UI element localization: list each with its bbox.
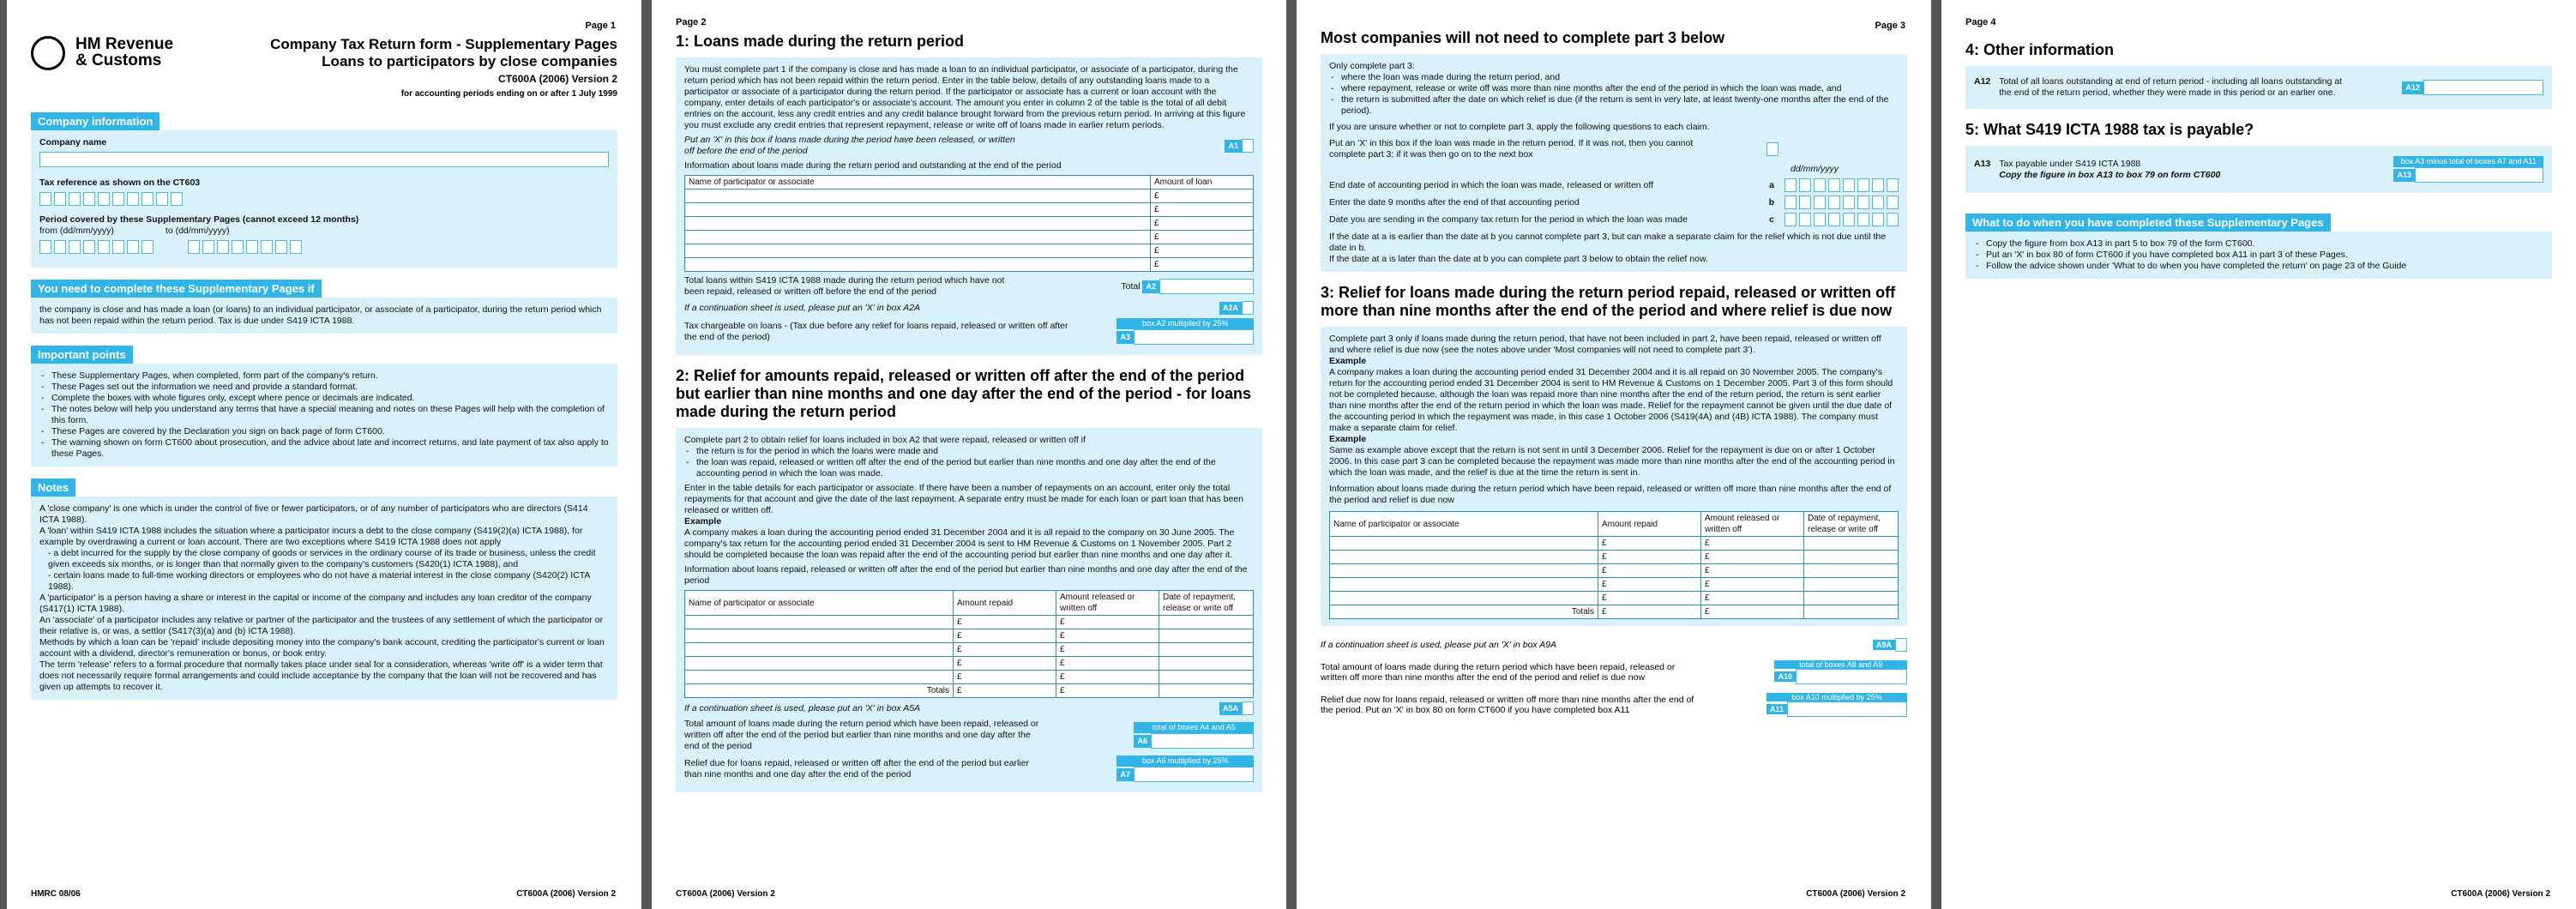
part2-item: - the return is for the period in which the loans were made and — [684, 446, 1254, 457]
what-next-heading: What to do when you have completed these Supplementary Pages — [1965, 214, 2331, 232]
part1-intro: You must complete part 1 if the company is close and has made a loan to an individual participator, or associate of a participator, during the return period which has not been repaid within the return period. Enter in the table below, details of any outstanding loans made to a participator or associate of a participator during the return period. If the participator or associate has a current or loan account with the company, enter details of each participator's or associate's account. The amount you enter in column 2 of the table is the total of all debit entries on the account, less any credit entries and any credit balance brought forward from the previous return period. In arriving at this figure you must exclude any credit entries that represent repayment, release or write off of loans made in earlier return periods. — [684, 64, 1246, 130]
a11-label: Relief due now for loans repaid, released or written off more than nine months after the end of the period. Put an 'X' in box 80 on form CT600 if you have completed box A11 — [1321, 695, 1694, 715]
need-text: the company is close and has made a loan (or loans) to an individual participator, or associate of a participator, during the return period which has not been repaid within the return period. Tax is due under S419 ICTA 1988. — [31, 298, 617, 334]
page-2: Page 2 1: Loans made during the return period You must complete part 1 if the company is close and has made a loan to an individual participator, or associate of a participator, during the return period which has not been repaid within the return period. Enter in the table below, details of any outstanding loans made to a participator or associate of a participator during the return period. If the participator or associate has a current or loan account with the company, enter details of each participator's or associate's account. The amount you enter in column 2 of the table is the total of all debit entries on the account, less any credit entries and any credit balance brought forward from the previous return period. In arriving at this figure you must exclude any credit entries that represent repayment, release or write off of loans made in earlier return periods. Put an 'X' in this box if loans made during the period have been released, or written off before the end of the period A1 Information about loans made during the return period and outstanding at the end of the period Name of participator or associate Amount of loan £ £ £ £ £ £ Total loans within S419 ICTA 1988 made during the return period which have not been repaid, released or written off before the end of the period Total A2 If a continuation sheet is used, please put an 'X' in box A2A A2A Tax chargeable on loans - (Tax due before any relief for loans repaid, released or written off after the end of the period) box A2 multiplied by 25% A3 2: Relief for amounts repaid, released or written off after the end of the period but earlier than nine months and one day after the end of the period - for loans made during the return period Complete part 2 to obtain relief for loans included in box A2 that were repaid, released or written off if - the return is for the period in which the loans were made and - the loan was repaid, released or written off after the end of the period but earlier than nine months and one day after the end of the accounting period in which the loan was made. Enter in the table details for each participator or associate. If there have been a number of repayments on an account, enter only the total repayments for that account and give the date of the last repayment. A separate entry must be made for each loan or part loan that has been released or written off. Example A company makes a loan during the accounting period ended 31 December 2004 and it is all repaid to the company on 30 June 2005. The company's tax return for the accounting period ended 31 December 2004 is sent to HM Revenue & Customs on 1 November 2005. Part 2 should be completed because the loan was repaid after the end of the accounting period but earlier than nine months and one day after it. Information about loans repaid, released or written off after the end of the period but earlier than nine months and one day after the end of the period Name of participator or associate Amount repaid Amount released or written off Date of repayment, release or write off £ £ £ £ £ £ £ £ £ £ Totals £ £ If a continuation sheet is used, please put an 'X' in box A5A A5A Total amount of loans made during the return period which have been repaid, released or written off after the end of the period but earlier than nine months and one day after the end of the period total of boxes A4 and A5 A6 Relief due for loans repaid, released or written off after the end of the period but earlier than nine months and one day after the end of the period box A6 multiplied by 25% A7 CT600A (2006) Version 2 — [652, 0, 1286, 909]
a12-label: Total of all loans outstanding at end of return period - including all loans outstanding at the end of the return period, whether they were made in this period or an earlier one. — [1999, 76, 2343, 98]
if-b-text: If the date at a is later than the date at b you can complete part 3 below to obtain the relief now. — [1329, 254, 1708, 264]
from-label: from (dd/mm/yyyy) — [39, 226, 114, 236]
part3-intro-heading: Most companies will not need to complete part 3 below — [1321, 29, 1725, 46]
note-item: A 'close company' is one which is under the control of five or fewer participators, or of any number of participators who are directors (S414 ICTA 1988). — [39, 503, 588, 525]
page-4: Page 4 4: Other information A12 Total of all loans outstanding at end of return period - including all loans outstanding at the end of the return period, whether they were made in this period or an earlier one. A12 5: What S419 ICTA 1988 tax is payable? A13 Tax payable under S419 ICTA 1988 Copy the figure in box A13 to box 79 on form CT600 box A3 minus total of boxes A7 and A11 A13 What to do when you have completed these Supplementary Pages - Copy the figure from box A13 in part 5 to box 79 of the form CT600. - Put an 'X' in box 80 of form CT600 if you have completed box A11 in part 3 of these Pages. - Follow the advice shown under 'What to do when you have completed the return' on page 23 of the Guide CT600A (2006) Version 2 — [1941, 0, 2576, 909]
a2a-label: If a continuation sheet is used, please put an 'X' in box A2A — [684, 302, 921, 313]
a2-label: Information about loans made during the return period and outstanding at the end of the period — [684, 160, 1062, 171]
form-period-note: for accounting periods ending on or after 1 July 1999 — [400, 89, 617, 99]
a2a-checkbox[interactable] — [1242, 301, 1254, 315]
only-item: - where the loan was made during the return period, and — [1329, 72, 1899, 83]
important-item: - The notes below will help you understand any terms that have a special meaning and notes on these Pages will help with the completion of this form. — [39, 404, 609, 426]
footer: CT600A (2006) Version 2 — [1806, 889, 1905, 899]
note-item: An 'associate' of a participator includes any relative or partner of the participator and the trustees of any settlement of which the participator or their relative is, or was, a settlor (S417(3)(a) and (b) ICTA 1988). — [39, 615, 604, 636]
note-item: - certain loans made to full-time working directors or employees who do not have a material interest in the close company (S420(2) ICTA 1988). — [48, 570, 590, 592]
what-next-item: - Put an 'X' in box 80 of form CT600 if you have completed box A11 in part 3 of these Pages. — [1974, 250, 2543, 261]
example-1: A company makes a loan during the accounting period ended 31 December 2004 and it is all repaid on 30 November 2005. The company's return for the accounting period ended 31 December 2004 is sent to HM Revenue & Customs on 1 December 2005. Part 3 of this form should not be completed because, although the loan was repaid more than nine months after the end of the return period, the return is sent earlier than nine months after the end of the return period in which the loan was made. Relief for the repayment cannot be given until the due date of the accounting period in which the repayment was made, in this case 1 October 2006 (S419(4A) and (4B) ICTA 1988). The company must make a separate claim for relief. — [1329, 367, 1893, 433]
part2-intro: Complete part 2 to obtain relief for loans included in box A2 that were repaid, released or written off if — [684, 435, 1086, 445]
a10-label: Total amount of loans made during the return period which have been repaid, released or written off more than nine months after the end of the period and relief is due now — [1321, 662, 1676, 683]
only-item: - the return is submitted after the date on which relief is due (if the return is sent in very late, at least twenty-one months after the end of the period). — [1329, 94, 1899, 117]
if-a-text: If the date at a is earlier than the date at b you cannot complete part 3, but can make a separate claim for the relief which is not due until the date in b. — [1329, 232, 1887, 253]
footer-left: HMRC 08/06 — [31, 889, 81, 899]
a8-label: Information about loans made during the return period which have been repaid, released or written off more than nine months after the end of the period and relief is due now — [1329, 484, 1892, 505]
part3-table: Name of participator or associate Amount repaid Amount released or written off Date of repayment, release or write off £ £ £ £ £ £ £ £ £ £ Totals £ £ — [1329, 511, 1899, 619]
qb-label: Enter the date 9 months after the end of that accounting period — [1329, 196, 1580, 208]
need-heading: You need to complete these Supplementary Pages if — [31, 280, 322, 298]
form-title: Company Tax Return form - Supplementary Pages — [270, 36, 617, 52]
a13-input[interactable] — [2415, 167, 2543, 183]
important-item: - These Pages are covered by the Declaration you sign on back page of form CT600. — [39, 426, 609, 437]
form-subtitle: Loans to participators by close companies — [322, 53, 617, 69]
a7-label: Relief due for loans repaid, released or written off after the end of the period but earlier than nine months and one day after the end of the period — [684, 757, 1029, 780]
page-1 — [7, 0, 641, 909]
part2-item: - the loan was repaid, released or written off after the end of the period but earlier than nine months and one day after the end of the accounting period in which the loan was made. — [684, 457, 1254, 479]
a1-checkbox[interactable] — [1242, 139, 1254, 153]
period-label: Period covered by these Supplementary Pages (cannot exceed 12 months) — [39, 214, 359, 225]
only-label: Only complete part 3: — [1329, 61, 1415, 71]
what-next-item: - Follow the advice shown under 'What to do when you have completed the return' on page 23 of the Guide — [1974, 261, 2543, 272]
important-heading: Important points — [31, 346, 133, 364]
a3-input[interactable] — [1134, 329, 1254, 345]
company-name-input[interactable] — [39, 152, 609, 167]
part4-heading: 4: Other information — [1965, 41, 2115, 58]
note-item: - a debt incurred for the supply by the close company of goods or services in the ordinary course of its trade or business, unless the credit given exceeds six months, or is longer than that normally given to the company's customers (S420(1) ICTA 1988), and — [48, 548, 596, 569]
a3-label: Tax chargeable on loans - (Tax due before any relief for loans repaid, released or written off after the end of the period) — [684, 320, 1068, 342]
page-number: Page 2 — [676, 17, 707, 27]
a2-input[interactable] — [1159, 279, 1254, 294]
important-item: - Complete the boxes with whole figures only, except where pence or decimals are indicated. — [39, 393, 609, 404]
a6-label: Total amount of loans made during the return period which have been repaid, released or written off after the end of the period but earlier than nine months and one day after the end of the period — [684, 719, 1039, 751]
page-number: Page 3 — [1875, 21, 1905, 31]
repaid-table: Name of participator or associate Amount repaid Amount released or written off Date of repayment, release or write off £ £ £ £ £ £ £ £ £ £ Totals £ £ — [684, 590, 1254, 698]
page-number: Page 1 — [585, 21, 616, 31]
date-b-input[interactable] — [1785, 196, 1899, 209]
a11-input[interactable] — [1787, 701, 1907, 717]
a12-input[interactable] — [2423, 80, 2543, 95]
what-next-item: - Copy the figure from box A13 in part 5 to box 79 of the form CT600. — [1974, 238, 2543, 250]
to-date-input[interactable] — [188, 240, 302, 254]
to-label: to (dd/mm/yyyy) — [165, 226, 230, 236]
example-label: Example — [684, 516, 722, 527]
a13-label: Tax payable under S419 ICTA 1988 — [1999, 158, 2141, 169]
a9a-label: If a continuation sheet is used, please put an 'X' in box A9A — [1321, 640, 1557, 650]
qa-label: End date of accounting period in which the loan was made, released or written off — [1329, 179, 1654, 190]
tax-ref-label: Tax reference as shown on the CT603 — [39, 178, 201, 188]
part3-text: Complete part 3 only if loans made during the return period, that have not been included in part 2, have been repaid, released or written off and where relief is due now (see the notes above under 'Most companies will not need to complete part 3'). — [1329, 334, 1881, 355]
note-item: A 'participator' is a person having a share or interest in the capital or income of the company and includes any loan creditor of the company (S417(1) ICTA 1988). — [39, 593, 592, 614]
example-2: Same as example above except that the return is not sent in until 3 December 2006. Relief for the repayment is due on or after 1 October 2006. In this case part 3 can be completed because the repayment was made more than nine months after the end of the accounting period in which the loan was made, and the relief is due at the time the return is sent in. — [1329, 445, 1895, 478]
date-a-input[interactable] — [1785, 178, 1899, 192]
part3-heading: 3: Relief for loans made during the return period repaid, released or written off more than nine months after the end of the period and where relief is due now — [1321, 284, 1896, 319]
a1-label: Put an 'X' in this box if loans made during the period have been released, or written off before the end of the period — [684, 135, 1015, 156]
date-c-input[interactable] — [1785, 213, 1899, 226]
footer: CT600A (2006) Version 2 — [2451, 889, 2550, 899]
example-text: A company makes a loan during the accounting period ended 31 December 2004 and it is all repaid to the company on 30 June 2005. The company's tax return for the accounting period ended 31 December 2004 is sent to HM Revenue & Customs on 1 November 2005. Part 2 should be completed because the loan was repaid after the end of the accounting period but earlier than nine months and one day after it. — [684, 527, 1235, 560]
a9a-checkbox[interactable] — [1895, 638, 1907, 652]
a4-label: Information about loans repaid, released or written off after the end of the period but earlier than nine months and one day after the end of the period — [684, 564, 1248, 586]
a5a-checkbox[interactable] — [1242, 701, 1254, 715]
qc-label: Date you are sending in the company tax return for the period in which the loan was made — [1329, 214, 1688, 225]
part2-heading: 2: Relief for amounts repaid, released or written off after the end of the period but earlier than nine months and one day after the end of the period - for loans made during the return period — [676, 367, 1252, 420]
example-label: Example — [1329, 434, 1367, 444]
tax-ref-input[interactable] — [39, 192, 609, 206]
loans-table: Name of participator or associate Amount of loan £ £ £ £ £ £ — [684, 175, 1254, 272]
footer: CT600A (2006) Version 2 — [676, 889, 775, 899]
crown-logo-icon — [31, 36, 65, 70]
note-item: A 'loan' within S419 ICTA 1988 includes the situation where a participator incurs a debt to the close company (S419(2)(a) ICTA 1988), for example by overdrawing a current or loan account. There are two exceptions where S419 ICTA 1988 does not apply — [39, 526, 583, 547]
important-item: - The warning shown on form CT600 about prosecution, and the advice about late and incorrect returns, and late payment of tax also apply to these Pages. — [39, 437, 609, 460]
a6-input[interactable] — [1151, 733, 1254, 749]
total-loans-label: Total loans within S419 ICTA 1988 made during the return period which have not been repaid, released or written off before the end of the period — [684, 275, 1005, 297]
only-item: - where repayment, release or write off was more than nine months after the end of the period in which the loan was made, and — [1329, 83, 1899, 94]
company-info-heading: Company information — [31, 112, 159, 130]
note-item: The term 'release' refers to a formal procedure that normally takes place under seal for a consideration, whereas 'write off' is a wider term that does not necessarily require formal arrangements and could include acceptance by the company that the loan will not be recovered and has given up attempts to recover it. — [39, 659, 603, 692]
part3-checkbox[interactable] — [1766, 142, 1779, 156]
note-item: Methods by which a loan can be 'repaid' include depositing money into the company's bank account, crediting the participator's current or loan account with a dividend, director's remuneration or bonus, or book entry. — [39, 637, 605, 659]
notes-heading: Notes — [31, 479, 75, 497]
form-version: CT600A (2006) Version 2 — [498, 73, 617, 85]
putx-label: Put an 'X' in this box if the loan was made in the return period. If it was not, then you cannot complete part 3; if it was then go on to the next box — [1329, 138, 1694, 160]
important-item: - These Supplementary Pages, when completed, form part of the company's return. — [39, 370, 609, 382]
hmrc-logo-text: HM Revenue & Customs — [75, 35, 174, 69]
a5a-label: If a continuation sheet is used, please put an 'X' in box A5A — [684, 702, 921, 713]
important-item: - These Pages set out the information we need and provide a standard format. — [39, 382, 609, 393]
part2-instructions: Enter in the table details for each participator or associate. If there have been a number of repayments on an account, enter only the total repayments for that account and give the date of the last repayment. A separate entry must be made for each loan or part loan that has been released or written off. — [684, 483, 1243, 515]
a13-note: Copy the figure in box A13 to box 79 on form CT600 — [1999, 169, 2221, 180]
a10-input[interactable] — [1796, 669, 1907, 684]
page-number: Page 4 — [1965, 17, 1996, 27]
footer-right: CT600A (2006) Version 2 — [516, 889, 616, 899]
a7-input[interactable] — [1134, 767, 1254, 782]
date-format: dd/mm/yyyy — [1790, 164, 1839, 174]
example-label: Example — [1329, 356, 1367, 366]
part5-heading: 5: What S419 ICTA 1988 tax is payable? — [1965, 121, 2254, 138]
part1-heading: 1: Loans made during the return period — [676, 33, 965, 50]
unsure-text: If you are unsure whether or not to complete part 3, apply the following questions to each claim. — [1329, 122, 1710, 132]
company-name-label: Company name — [39, 137, 107, 147]
from-date-input[interactable] — [39, 240, 153, 254]
page-3: Page 3 Most companies will not need to complete part 3 below Only complete part 3: - where the loan was made during the return period, and - where repayment, release or write off was more than nine months after the end of the period in which the loan was made, and - the return is submitted after the date on which relief is due (if the return is sent in very late, at least twenty-one months after the end of the period). If you are unsure whether or not to complete part 3, apply the following questions to each claim. Put an 'X' in this box if the loan was made in the return period. If it was not, then you cannot complete part 3; if it was then go on to the next box dd/mm/yyyy End date of accounting period in which the loan was made, released or written off a Enter the date 9 months after the end of that accounting period b Date you are sending in the company tax return for the period in which the loan was made c If the date at a is earlier than the date at b you cannot complete part 3, but can make a separate claim for the relief which is not due until the date in b. If the date at a is later than the date at b you can complete part 3 below to obtain the relief now. 3: Relief for loans made during the return period repaid, released or written off more than nine months after the end of the period and where relief is due now Complete part 3 only if loans made during the return period, that have not been included in part 2, have been repaid, released or written off and where relief is due now (see the notes above under 'Most companies will not need to complete part 3'). Example A company makes a loan during the accounting period ended 31 December 2004 and it is all repaid on 30 November 2005. The company's return for the accounting period ended 31 December 2004 is sent to HM Revenue & Customs on 1 December 2005. Part 3 of this form should not be completed because, although the loan was repaid more than nine months after the end of the return period, the return is sent earlier than nine months after the end of the return period in which the loan was made. Relief for the repayment cannot be given until the due date of the accounting period in which the repayment was made, in this case 1 October 2006 (S419(4A) and (4B) ICTA 1988). The company must make a separate claim for relief. Example Same as example above except that the return is not sent in until 3 December 2006. Relief for the repayment is due on or after 1 October 2006. In this case part 3 can be completed because the repayment was made more than nine months after the end of the accounting period in which the loan was made, and the relief is due at the time the return is sent in. Information about loans made during the return period which have been repaid, released or written off more than nine months after the end of the period and relief is due now Name of participator or associate Amount repaid Amount released or written off Date of repayment, release or write off £ £ £ £ £ £ £ £ £ £ Totals £ £ If a continuation sheet is used, please put an 'X' in box A9A A9A Total amount of loans made during the return period which have been repaid, released or written off more than nine months after the end of the period and relief is due now total of boxes A8 and A9 A10 Relief due now for loans repaid, released or written off more than nine months after the end of the period. Put an 'X' in box 80 on form CT600 if you have completed box A11 box A10 multiplied by 25% A11 CT600A (2006) Version 2 — [1297, 0, 1931, 909]
